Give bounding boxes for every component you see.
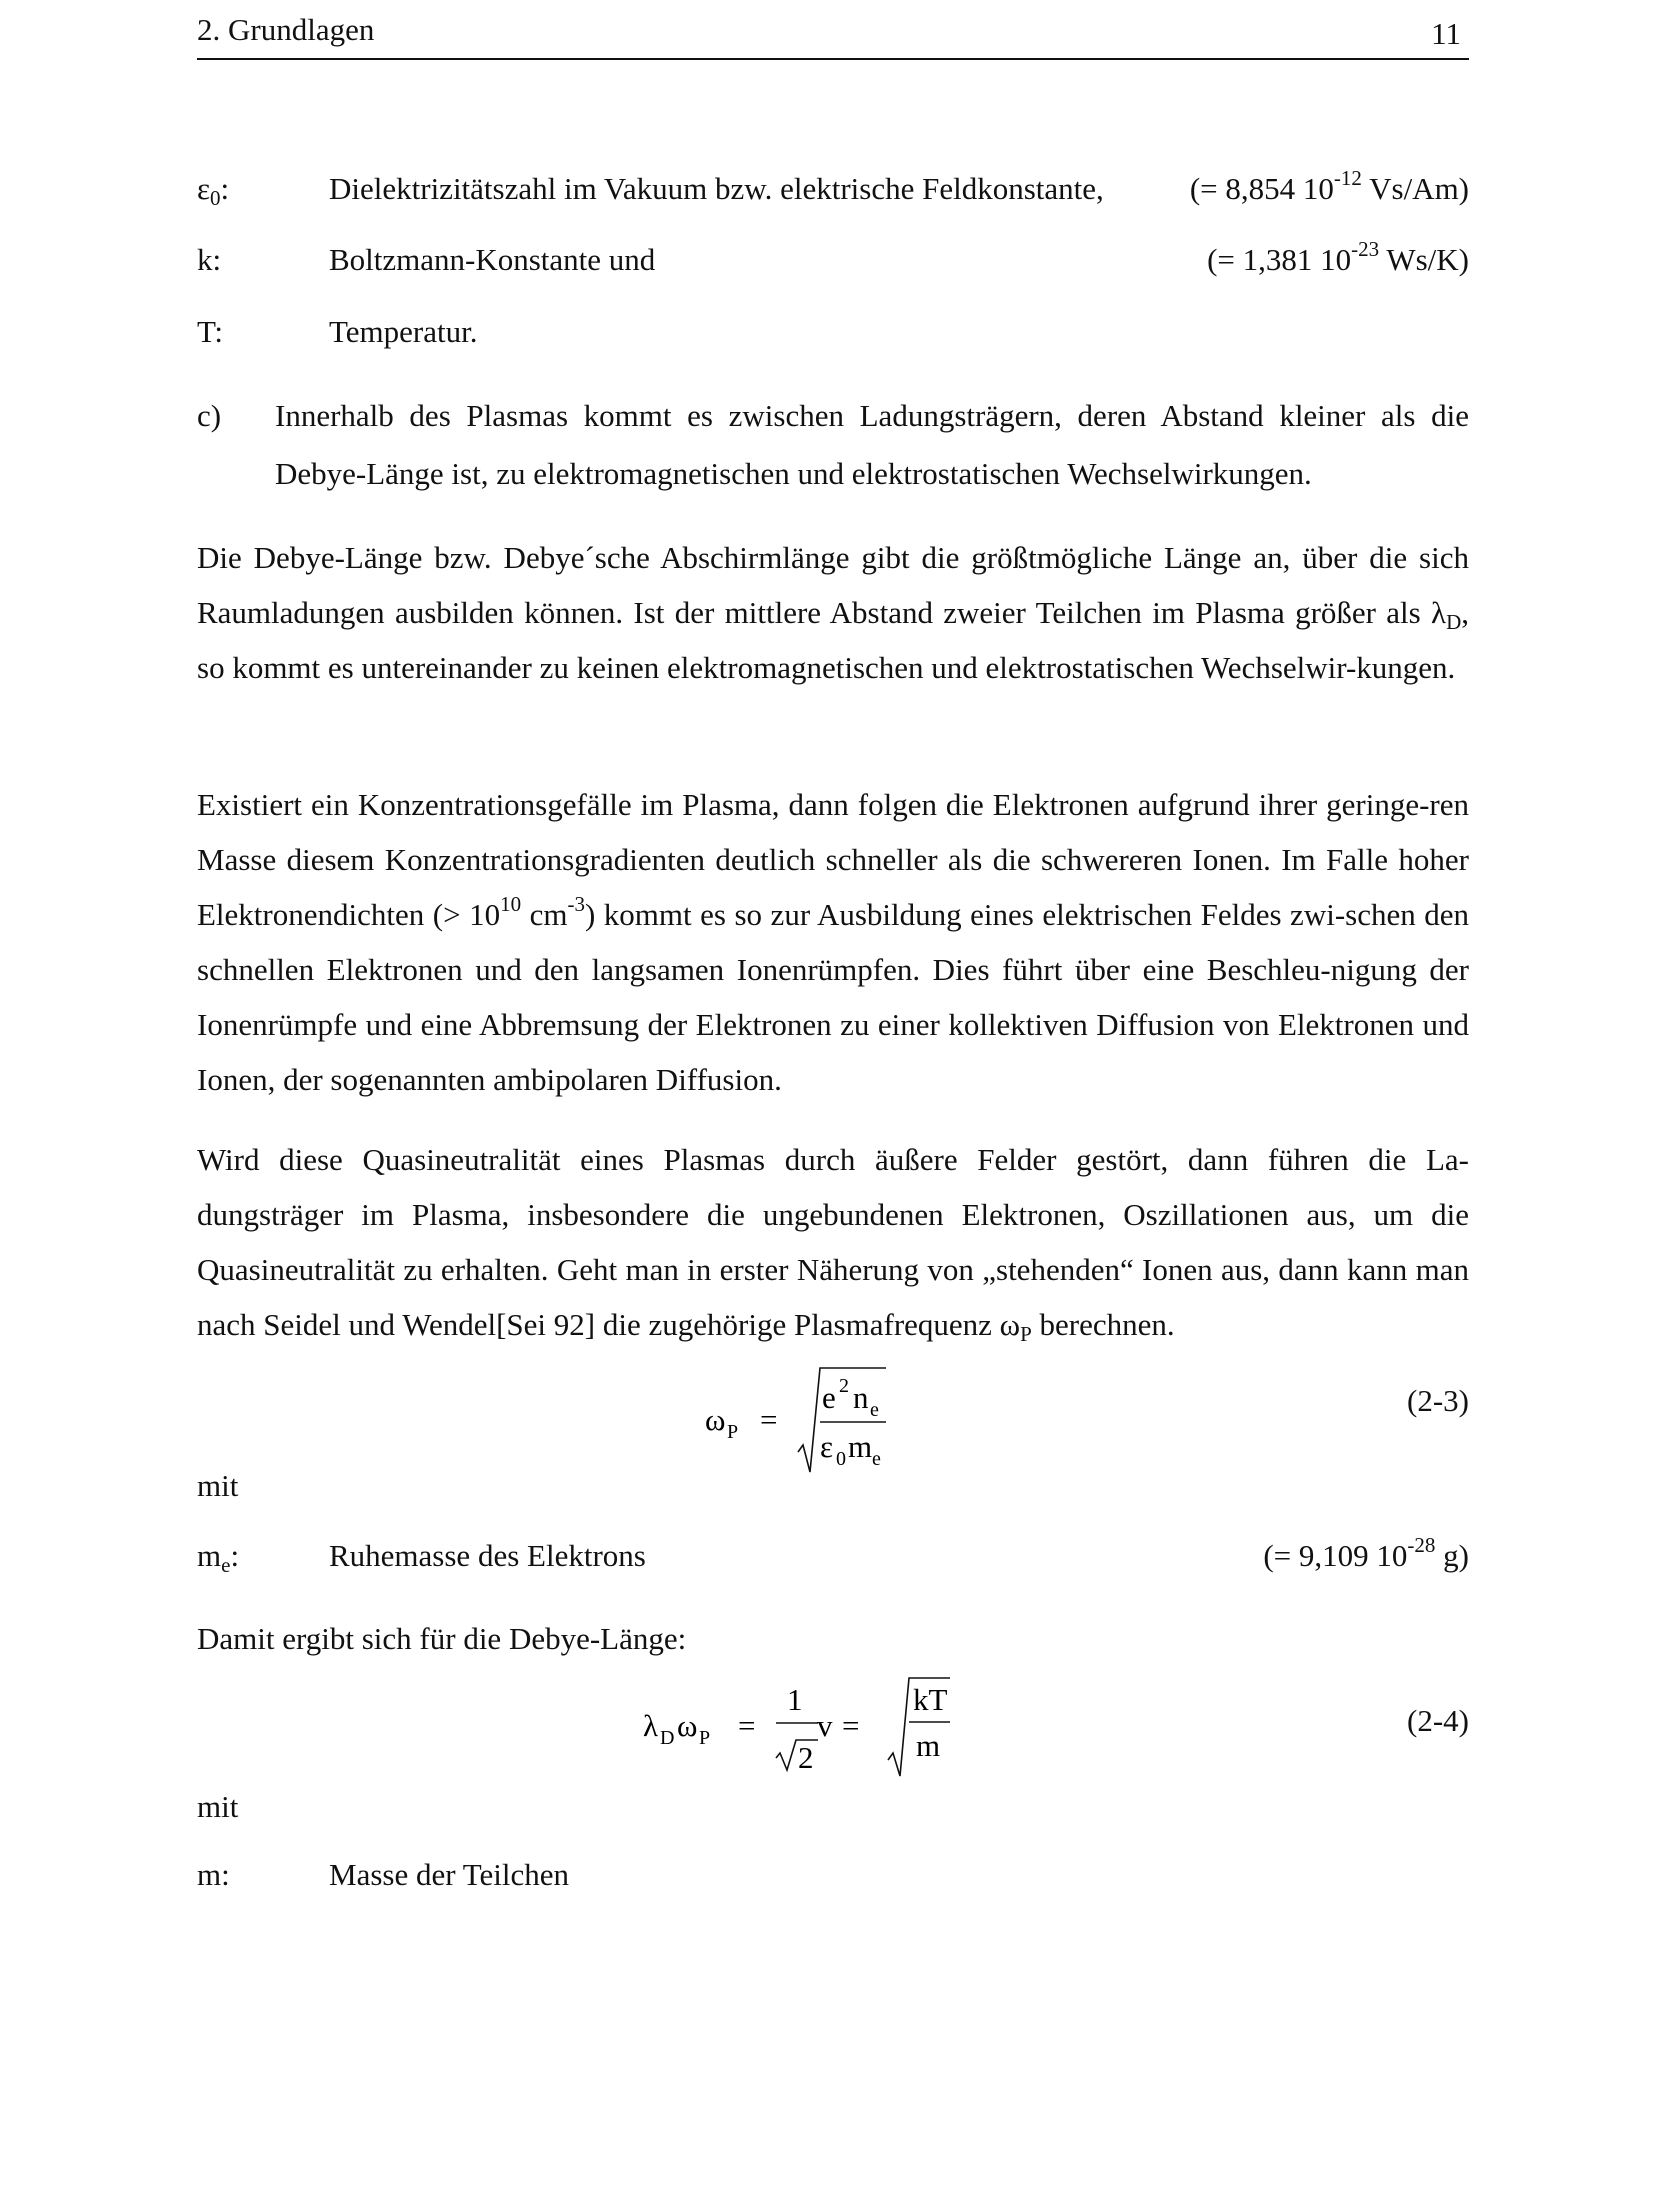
eq-den-eps-sub: 0 <box>836 1448 846 1470</box>
definition-value: (= 1,381 $10^{-23}$ Ws/K) <box>1207 237 1469 277</box>
eq-frac-num: 1 <box>787 1682 803 1717</box>
chapter-title: 2. Grundlagen <box>197 12 375 47</box>
equation-number-2-4: (2-4) <box>1407 1703 1469 1738</box>
equation-plasma-frequency <box>690 1360 910 1480</box>
eq-root-num: kT <box>913 1682 948 1717</box>
eq-equals: = <box>760 1402 778 1437</box>
definition-text: Boltzmann-Konstante und <box>329 242 656 277</box>
eq-lambda: λ <box>643 1708 659 1743</box>
page-header <box>197 10 1469 60</box>
definition-m <box>197 1853 1469 1897</box>
definition-symbol: k: <box>197 242 222 277</box>
equation-number-2-3: (2-3) <box>1407 1383 1469 1418</box>
eq-num-e: e <box>822 1380 836 1415</box>
definition-text: Temperatur. <box>329 314 478 349</box>
eq-den-m: m <box>848 1429 873 1464</box>
list-item-label: c) <box>197 398 222 433</box>
eq-num-sub: e <box>870 1399 879 1421</box>
eq-lhs-sub: P <box>727 1421 739 1443</box>
eq-num-exp: 2 <box>839 1375 849 1397</box>
label-mit-2: mit <box>197 1789 239 1824</box>
eq-den-m-sub: e <box>872 1448 881 1470</box>
definition-symbol: m: <box>197 1857 230 1892</box>
definition-text: Dielektrizitätszahl im Vakuum bzw. elektrische Feldkonstante, <box>329 171 1104 206</box>
definition-symbol: $\varepsilon_0$: <box>197 171 230 210</box>
definition-symbol: T: <box>197 314 224 349</box>
eq-v: v <box>817 1708 833 1743</box>
eq-num-n: n <box>853 1380 869 1415</box>
paragraph-ambipolar-diffusion: Existiert ein Konzentrationsgefälle im Plasma, dann folgen die Elektronen aufgrund ihrer geringe-ren Masse diesem Konzentrationsgradienten deutlich schneller als die schwereren Ionen. Im Falle hoher Elektronendichten (> $10^{10}$ $cm^{-3}$) kommt es so zur Ausbildung eines elektrischen Feldes zwi-schen den schnellen Elektronen und den langsamen Ionenrümpfen. Dies führt über eine Beschleu-nigung der Ionenrümpfe und eine Abbremsung der Elektronen zu einer kollektiven Diffusion von Elektronen und Ionen, der sogenannten ambipolaren Diffusion. <box>197 787 1469 1097</box>
eq-equals-2: = <box>842 1708 860 1743</box>
eq-root-den: m <box>916 1728 941 1763</box>
eq-lambda-sub: D <box>660 1727 675 1749</box>
sentence-damit: Damit ergibt sich für die Debye-Länge: <box>197 1621 687 1656</box>
eq-lhs-omega: ω <box>705 1402 726 1437</box>
eq-omega-sub: P <box>699 1727 711 1749</box>
label-mit: mit <box>197 1468 239 1503</box>
definition-me <box>197 1534 1469 1578</box>
definition-epsilon0 <box>197 167 1469 211</box>
list-item-c <box>197 387 1469 507</box>
paragraph-plasma-frequency: Wird diese Quasineutralität eines Plasmas durch äußere Felder gestört, dann führen die La-dungsträger im Plasma, insbesondere die ungebundenen Elektronen, Oszillationen aus, um die Quasineutralität zu erhalten. Geht man in erster Näherung von „stehenden“ Ionen aus, dann kann man nach Seidel und Wendel[Sei 92] die zugehörige Plasmafrequenz $\omega_P$ berechnen. <box>197 1142 1469 1346</box>
definition-symbol: $m_e$: <box>197 1538 240 1577</box>
definition-text: Masse der Teilchen <box>329 1857 570 1892</box>
list-item-text: Innerhalb des Plasmas kommt es zwischen Ladungsträgern, deren Abstand kleiner als die Debye-Länge ist, zu elektromagnetischen und elektrostatischen Wechselwirkungen. <box>275 398 1469 491</box>
eq-omega: ω <box>677 1708 698 1743</box>
eq-frac-den: 2 <box>798 1740 814 1775</box>
equation-debye-length <box>630 1670 970 1780</box>
definition-value: (= 8,854 $10^{-12}$ Vs/Am) <box>1189 166 1469 206</box>
paragraph-debye-length: Die Debye-Länge bzw. Debye´sche Abschirmlänge gibt die größtmögliche Länge an, über die sich Raumladungen ausbilden können. Ist der mittlere Abstand zweier Teilchen im Plasma größer als $\lambda_D$, so kommt es untereinander zu keinen elektromagnetischen und elektrostatischen Wechselwir-kungen. <box>197 540 1469 685</box>
definition-t <box>197 310 1469 354</box>
page-number: 11 <box>1431 16 1461 51</box>
eq-equals-1: = <box>738 1708 756 1743</box>
eq-den-epsilon: ε <box>820 1429 834 1464</box>
definition-k <box>197 238 1469 282</box>
definition-text: Ruhemasse des Elektrons <box>329 1538 646 1573</box>
definition-value: (= 9,109 $10^{-28}$ g) <box>1263 1533 1469 1573</box>
